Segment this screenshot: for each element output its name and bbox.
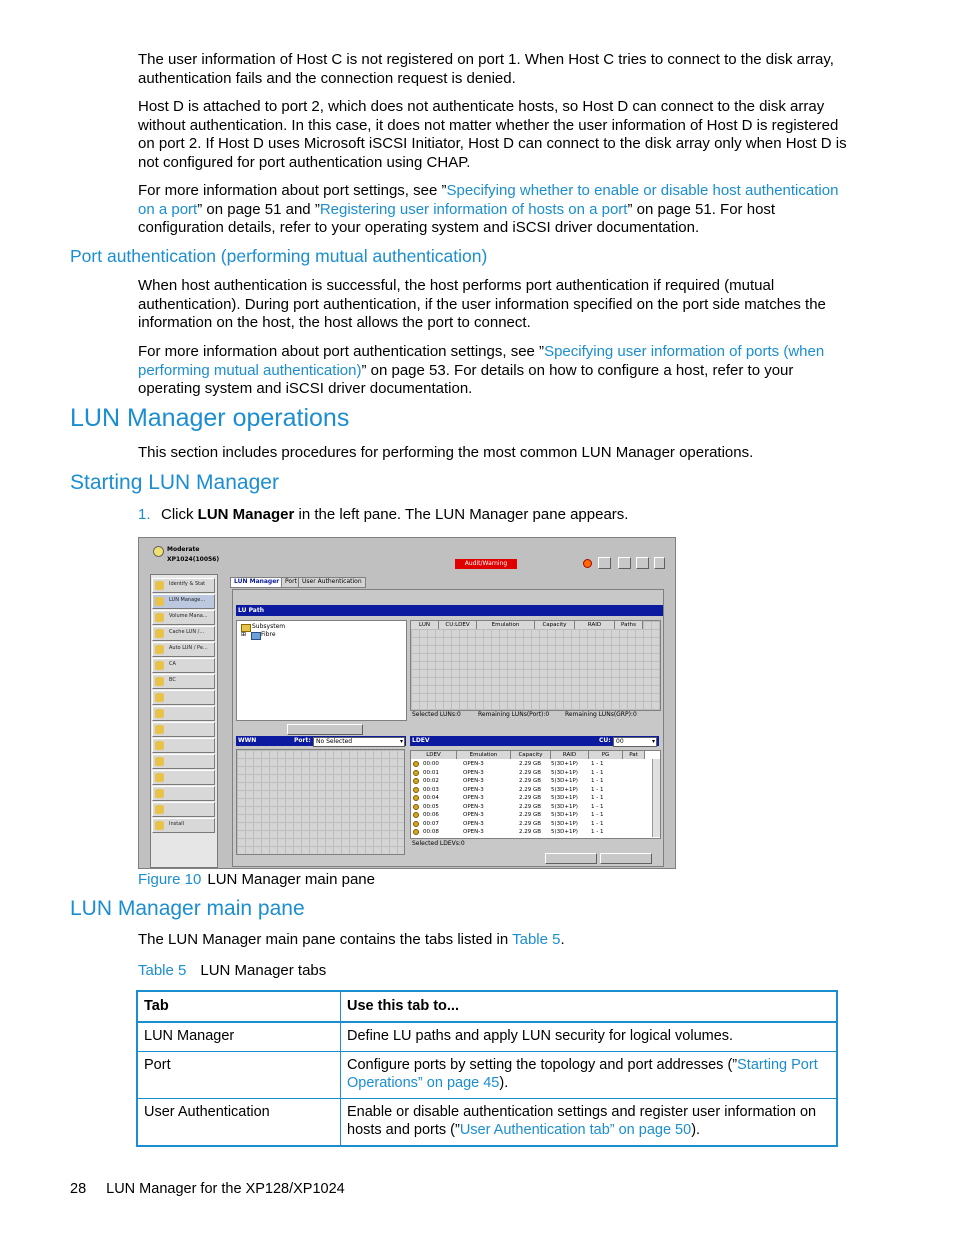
nav-item-label: BC [169,677,176,683]
nav-item-icon [155,597,164,606]
ldev-icon [413,821,419,827]
nav-item-label: Auto LUN / Pe... [169,645,208,651]
nav-item[interactable] [152,626,215,641]
ldev-row[interactable] [411,786,651,794]
ldev-cell: 1 - 1 [591,778,604,784]
link-user-authentication-tab[interactable]: User Authentication tab” on page 50 [459,1122,692,1138]
ldev-cell: 2.29 GB [519,795,542,801]
tab-user-authentication[interactable]: User Authentication [298,577,366,588]
text-run: ” on page 51 and ” [197,200,320,218]
ldev-cell: 5(3D+1P) [551,786,578,793]
ldev-cell: 1 - 1 [591,761,604,767]
text-run: The LUN Manager main pane contains the tabs listed in [138,931,513,948]
nav-item-icon [155,789,164,798]
record-icon[interactable] [583,559,592,568]
nav-item-icon [155,645,164,654]
nav-item-icon [155,821,164,830]
chevron-down-icon: ▾ [651,738,655,745]
ldev-cell: 1 - 1 [591,803,604,810]
ldev-cell: 2.29 GB [519,761,542,767]
port-label: Port: [294,737,311,744]
heading-port-authentication: Port authentication (performing mutual authentication) [70,246,488,266]
ldev-cell: 00:05 [423,803,439,810]
step-bold-lun-manager: LUN Manager [197,506,295,523]
chevron-down-icon: ▾ [399,738,403,745]
nav-item-icon [155,693,164,702]
page-footer [70,1181,345,1197]
intro-paragraph-host-c: The user information of Host C is not registered on port 1. When Host C tries to connect to the disk array, authentication fails and the connection request is denied. [138,51,834,87]
ldev-column-header[interactable]: PG [589,751,623,759]
ldev-cell: 5(3D+1P) [551,795,578,801]
ldev-icon [413,795,419,801]
alarm-indicator[interactable]: Audit/Warning [455,559,517,569]
nav-item-label: Install [169,821,185,827]
cu-select-value: 00 [616,738,624,745]
link-specifying-port-user-info[interactable]: Specifying user information of ports (when performing mutual authentication) [138,343,825,379]
tree-expand-icon[interactable]: ⊞ [241,631,247,638]
ldev-column-header[interactable]: Pat [623,751,645,759]
lu-status-selected: Selected LUNs:0 [412,711,461,718]
folder-icon[interactable] [598,557,611,569]
step-1 [138,506,848,525]
lu-path-table[interactable] [410,620,661,711]
nav-item[interactable] [152,802,215,817]
nav-item-label: Volume Mana... [169,613,208,619]
nav-item[interactable] [152,690,215,705]
lu-column-header[interactable]: LUN [411,621,439,629]
ldev-cell: 1 - 1 [591,786,604,793]
exit-icon[interactable] [654,557,665,569]
nav-item[interactable] [152,738,215,753]
nav-item[interactable] [152,594,215,609]
text-run: Enable or disable authentication settings and register user information on hosts and ports (” [347,1104,817,1138]
column-header-use: Use this tab to... [341,991,838,1022]
text-run: Configure ports by setting the topology and port addresses (” [347,1057,738,1073]
ldev-icon [413,812,419,818]
link-table-5[interactable]: Table 5 [512,931,561,948]
cancel-button[interactable] [600,853,652,864]
link-registering-user-info[interactable]: Registering user information of hosts on a port [319,200,628,218]
ldev-row[interactable] [411,820,651,828]
nav-item[interactable] [152,722,215,737]
port-auth-more-info [138,343,848,399]
ldev-column-header[interactable]: LDEV [411,751,457,759]
ldev-icon [413,829,419,835]
wwn-title: WWN [236,736,406,746]
text-run: For more information about port settings, see ” [138,182,447,199]
nav-item[interactable] [152,706,215,721]
tab-lun-manager[interactable]: LUN Manager [230,577,283,588]
status-light-icon [153,546,164,557]
ldev-cell: 2.29 GB [519,769,542,776]
tree-pane [236,620,407,721]
cell-use [341,1052,838,1099]
nav-item-icon [155,741,164,750]
lu-path-title: LU Path [236,605,663,616]
nav-item-icon [155,629,164,638]
ldev-cell: 5(3D+1P) [551,820,578,827]
table-row [137,1052,837,1099]
ldev-cell: OPEN-3 [463,795,484,801]
table-header-row [137,991,837,1022]
link-starting-port-operations[interactable]: Starting Port Operations” on page 45 [347,1057,818,1091]
nav-item-icon [155,725,164,734]
ldev-cell: 2.29 GB [519,829,542,835]
lu-path-action-button[interactable] [287,724,363,735]
figure-label: Figure 10 [138,871,202,888]
ldev-cell: 2.29 GB [519,820,542,827]
nav-item[interactable] [152,578,215,593]
heading-lun-manager-operations: LUN Manager operations [70,404,350,432]
ldev-cell: 5(3D+1P) [551,769,578,776]
nav-item-label: LUN Manage... [169,597,206,603]
nav-item-icon [155,661,164,670]
ldev-cell: 2.29 GB [519,812,542,818]
nav-item-label: Identify & Stat [169,581,206,587]
nav-item[interactable] [152,610,215,625]
intro-paragraph-host-d: Host D is attached to port 2, which does not authenticate hosts, so Host D can connect to the disk array without authentication. In this case, it does not matter whether the user information of Host D is registered on port 2. If Host D uses Microsoft iSCSI Initiator, Host D can connect to the disk array only when Host D is not configured for port authentication using CHAP. [138,98,847,171]
ldev-row[interactable] [411,794,651,802]
nav-item-icon [155,805,164,814]
nav-item[interactable] [152,786,215,801]
text-run: Click [161,506,198,523]
ldev-icon [413,761,419,767]
nav-item-label: CA [169,661,176,667]
mode-label: Moderate [167,546,200,553]
ldev-row[interactable] [411,811,651,819]
lu-column-header[interactable]: Paths [615,621,643,629]
step-number: 1. [138,506,151,523]
ldev-column-header[interactable]: RAID [551,751,589,759]
ldev-cell: OPEN-3 [463,786,484,793]
text-run: in the left pane. The LUN Manager pane appears. [294,506,629,523]
lu-column-header[interactable]: RAID [575,621,615,629]
ldev-cell: 2.29 GB [519,778,542,784]
nav-item-icon [155,613,164,622]
ldev-status-selected: Selected LDEVs:0 [412,840,465,847]
ldev-cell: OPEN-3 [463,778,484,784]
text-run: ). [691,1122,701,1138]
ldev-row[interactable] [411,803,651,811]
ldev-cell: 00:04 [423,795,439,801]
ldev-cell: 1 - 1 [591,820,604,827]
ldev-cell: OPEN-3 [463,761,484,767]
lu-status-remaining-port: Remaining LUNs(Port):0 [478,711,550,718]
cu-select[interactable] [613,737,657,747]
table-caption [138,962,326,979]
ldev-cell: OPEN-3 [463,829,484,835]
lu-column-header[interactable]: CU:LDEV [439,621,477,629]
ldev-cell: 00:06 [423,812,439,818]
nav-item[interactable] [152,818,215,833]
text-run: . [560,931,565,948]
footer-title: LUN Manager for the XP128/XP1024 [106,1181,345,1197]
nav-item-icon [155,773,164,782]
ldev-cell: 00:08 [423,829,439,835]
intro-paragraph-port-settings [138,182,848,238]
ldev-cell: 1 - 1 [591,769,604,776]
nav-item[interactable] [152,770,215,785]
ldev-cell: 5(3D+1P) [551,761,578,767]
table-label: Table 5 [138,962,187,979]
ldev-cell: 2.29 GB [519,803,542,810]
heading-lun-manager-main-pane: LUN Manager main pane [70,897,305,920]
edit-icon[interactable] [618,557,631,569]
lu-column-header[interactable]: Capacity [535,621,575,629]
nav-item-label: Cache LUN /... [169,629,205,635]
cell-use [341,1099,838,1147]
nav-item-icon [155,757,164,766]
cell-tab: User Authentication [137,1099,341,1147]
link-enable-disable-host-auth[interactable]: Specifying whether to enable or disable host authentication on a port [138,182,839,218]
ldev-cell: OPEN-3 [463,812,484,818]
tree-fibre[interactable]: Fibre [261,631,276,638]
page-number: 28 [70,1181,87,1197]
ldev-cell: 00:00 [423,761,439,767]
heading-starting-lun-manager: Starting LUN Manager [70,471,279,494]
ldev-column-header[interactable]: Capacity [511,751,551,759]
table-caption-text: LUN Manager tabs [200,962,327,979]
ldev-column-header[interactable]: Emulation [457,751,511,759]
ldev-row[interactable] [411,760,651,768]
nav-item[interactable] [152,754,215,769]
ldev-cell: 1 - 1 [591,812,604,818]
ldev-cell: 5(3D+1P) [551,812,578,818]
wwn-table[interactable] [236,749,405,855]
nav-item-icon [155,581,164,590]
ldev-row[interactable] [411,828,651,836]
lun-ops-paragraph: This section includes procedures for performing the most common LUN Manager operations. [138,444,754,461]
ldev-icon [413,778,419,784]
lun-manager-screenshot [138,537,676,869]
tree-subsystem[interactable]: Subsystem [252,623,286,630]
tab-port[interactable]: Port [281,577,301,588]
table-row [137,1099,837,1147]
serial-label: XP1024(10056) [167,556,220,563]
ldev-icon [413,787,419,793]
nav-item[interactable] [152,658,215,673]
cell-use: Define LU paths and apply LUN security for logical volumes. [341,1022,838,1052]
figure-caption-text: LUN Manager main pane [207,871,375,888]
lu-status-remaining-grp: Remaining LUNs(GRP):0 [565,711,637,718]
column-header-tab: Tab [137,991,341,1022]
text-run: ” on page 53. For details on how to configure a host, refer to your operating system and iSCSI driver documentation. [138,361,794,398]
nav-item-icon [155,677,164,686]
ldev-row[interactable] [411,769,651,777]
nav-item[interactable] [152,642,215,657]
ldev-title: LDEV [410,736,659,746]
main-pane-paragraph [138,931,848,950]
ldev-cell: 00:03 [423,786,439,793]
ldev-cell: 1 - 1 [591,829,604,835]
ldev-icon [413,804,419,810]
port-select[interactable] [313,737,405,747]
ldev-cell: 5(3D+1P) [551,829,578,835]
ldev-table[interactable] [410,750,661,839]
ldev-cell: 00:07 [423,820,439,827]
ldev-scrollbar[interactable] [652,759,660,837]
save-icon[interactable] [636,557,649,569]
text-run: For more information about port authentication settings, see ” [138,343,545,360]
nav-item-icon [155,709,164,718]
ldev-cell: OPEN-3 [463,769,484,776]
ldev-row[interactable] [411,777,651,785]
ldev-cell: 2.29 GB [519,786,542,793]
fibre-icon [251,632,261,640]
cell-tab: Port [137,1052,341,1099]
cell-tab: LUN Manager [137,1022,341,1052]
text-run: ). [499,1075,509,1091]
ldev-cell: OPEN-3 [463,820,484,827]
lu-column-header[interactable]: Emulation [477,621,535,629]
text-run: ” on page 51. For host configuration details, refer to your operating system and iSCSI driver documentation. [138,200,776,237]
table-row [137,1022,837,1052]
ldev-cell: OPEN-3 [463,803,484,810]
cu-label: CU: [599,737,611,744]
figure-caption [138,871,375,888]
port-select-value: No Selected [316,738,353,745]
ldev-cell: 5(3D+1P) [551,778,578,784]
ldev-cell: 1 - 1 [591,795,604,801]
nav-item[interactable] [152,674,215,689]
port-auth-paragraph: When host authentication is successful, the host performs port authentication if required (mutual authentication). During port authentication, if the user information specified on the port side matches the information on the host, the host allows the port to connect. [138,277,826,332]
apply-button[interactable] [545,853,597,864]
ldev-cell: 00:02 [423,778,439,784]
lun-manager-tabs-table [136,990,838,1147]
ldev-icon [413,770,419,776]
ldev-cell: 5(3D+1P) [551,803,578,810]
ldev-cell: 00:01 [423,769,439,776]
